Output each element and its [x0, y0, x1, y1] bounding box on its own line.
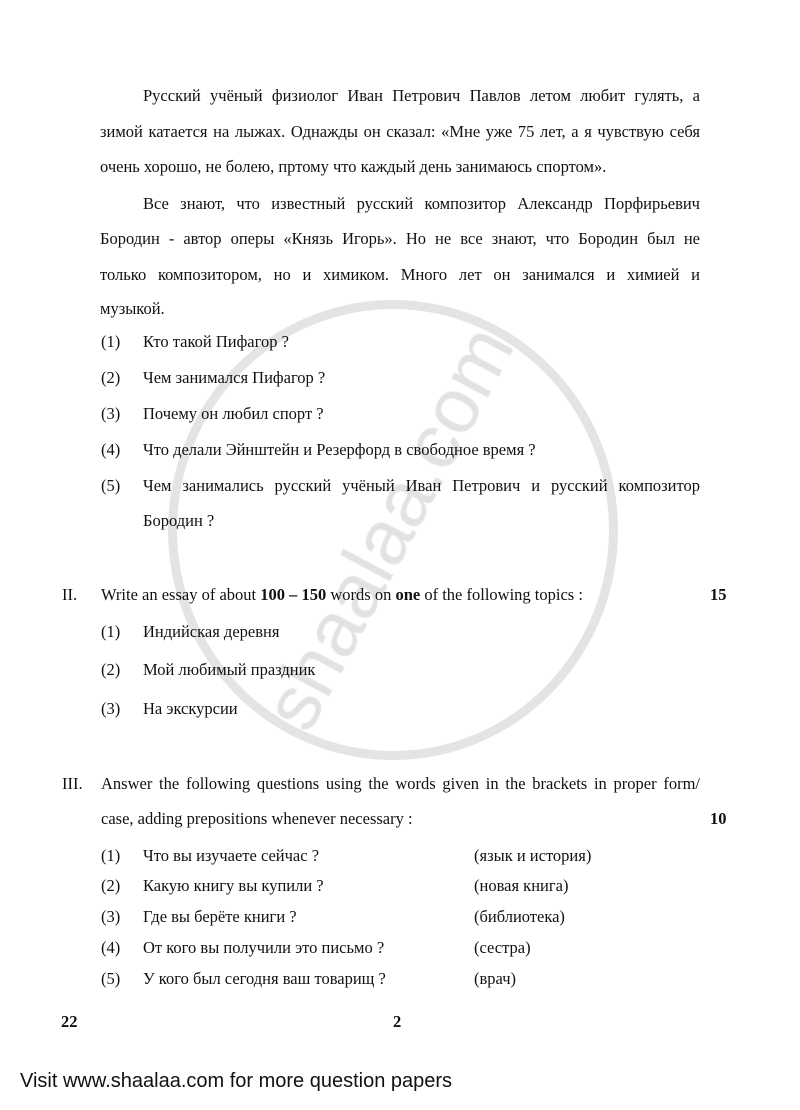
question-text: Чем занимался Пифагор ?	[143, 368, 326, 387]
question-number: (3)	[101, 404, 121, 423]
paragraph-line: Русский учёный физиолог Иван Петрович Павлов летом любит гулять, а	[143, 86, 700, 105]
paragraph-line: музыкой.	[100, 299, 165, 318]
item-number: (1)	[101, 846, 121, 865]
topic-text: На экскурсии	[143, 699, 238, 718]
paragraph-line: зимой катается на лыжах. Однажды он сказал: «Мне уже 75 лет, а я чувствую себя	[100, 122, 700, 141]
section-number: II.	[62, 585, 78, 604]
section-number: III.	[62, 774, 83, 793]
section-marks: 15	[710, 585, 727, 604]
question-number: (4)	[101, 440, 121, 459]
item-question: От кого вы получили это письмо ?	[143, 938, 385, 957]
question-number: (2)	[101, 368, 121, 387]
section-instruction: case, adding prepositions whenever necessary :	[101, 809, 413, 828]
paragraph-line: Бородин - автор оперы «Князь Игорь». Но не все знают, что Бородин был не	[100, 229, 700, 248]
topic-number: (1)	[101, 622, 121, 641]
item-question: Какую книгу вы купили ?	[143, 876, 324, 895]
item-hint: (язык и история)	[474, 846, 592, 865]
item-hint: (новая книга)	[474, 876, 569, 895]
item-number: (3)	[101, 907, 121, 926]
promo-banner: Visit www.shaalaa.com for more question papers	[20, 1070, 453, 1092]
topic-number: (2)	[101, 660, 121, 679]
item-question: Где вы берёте книги ?	[143, 907, 297, 926]
section-instruction	[101, 585, 583, 605]
item-question: Что вы изучаете сейчас ?	[143, 846, 320, 865]
item-number: (4)	[101, 938, 121, 957]
question-text: Кто такой Пифагор ?	[143, 332, 289, 351]
item-question: У кого был сегодня ваш товарищ ?	[143, 969, 386, 988]
item-number: (5)	[101, 969, 121, 988]
topic-text: Мой любимый праздник	[143, 660, 316, 679]
text: of the following topics :	[420, 585, 583, 604]
topic-text: Индийская деревня	[143, 622, 280, 641]
paragraph-line: Все знают, что известный русский композитор Александр Порфирьевич	[143, 194, 700, 213]
item-hint: (врач)	[474, 969, 516, 988]
question-number: (5)	[101, 476, 121, 495]
section-marks: 10	[710, 809, 727, 828]
paragraph-line: очень хорошо, не болею, пртому что каждый день занимаюсь спортом».	[100, 157, 607, 176]
text: Write an essay of about	[101, 585, 261, 604]
item-hint: (сестра)	[474, 938, 531, 957]
text: words on	[326, 585, 396, 604]
question-text: Чем занимались русский учёный Иван Петрович и русский композитор	[143, 476, 700, 495]
question-text: Бородин ?	[143, 511, 215, 530]
section-instruction: Answer the following questions using the words given in the brackets in proper form/	[101, 774, 700, 793]
item-hint: (библиотека)	[474, 907, 565, 926]
item-number: (2)	[101, 876, 121, 895]
question-text: Почему он любил спорт ?	[143, 404, 324, 423]
question-number: (1)	[101, 332, 121, 351]
page-number: 2	[393, 1012, 402, 1031]
text: 100 – 150	[260, 585, 327, 604]
topic-number: (3)	[101, 699, 121, 718]
paragraph-line: только композитором, но и химиком. Много лет он занимался и химией и	[100, 265, 700, 284]
paper-code: 22	[61, 1012, 78, 1031]
question-text: Что делали Эйнштейн и Резерфорд в свободное время ?	[143, 440, 536, 459]
text: one	[395, 585, 421, 604]
